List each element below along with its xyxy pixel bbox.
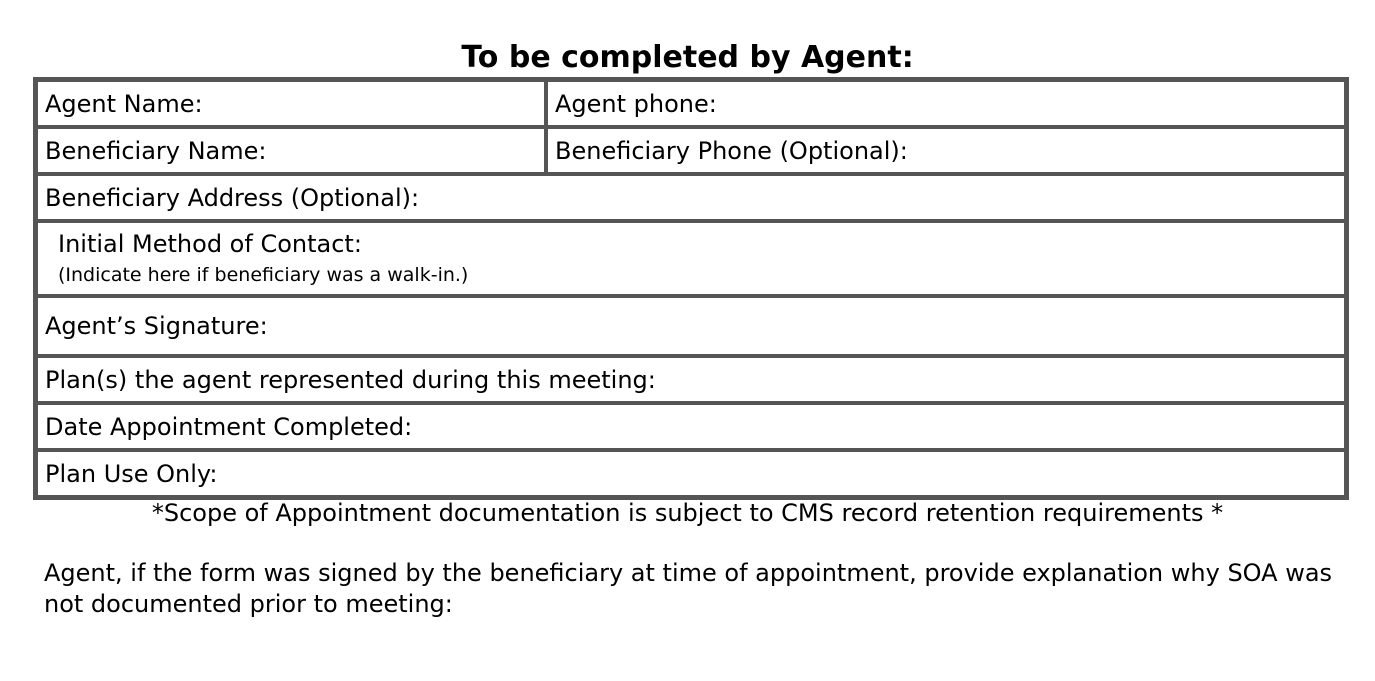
retention-footnote: *Scope of Appointment documentation is subject to CMS record retention requirements * xyxy=(151,499,1224,527)
date-completed-field[interactable]: Date Appointment Completed: xyxy=(36,403,1346,450)
form-row-plans xyxy=(36,356,1346,403)
agent-form-table xyxy=(33,77,1349,500)
form-row-signature xyxy=(36,296,1346,356)
plans-represented-field[interactable]: Plan(s) the agent represented during this meeting: xyxy=(36,356,1346,403)
initial-contact-label: Initial Method of Contact: xyxy=(58,230,362,258)
form-row-beneficiary xyxy=(36,127,1346,174)
agent-name-field[interactable]: Agent Name: xyxy=(36,80,546,127)
form-row-plan-use xyxy=(36,450,1346,497)
form-row-address xyxy=(36,174,1346,221)
initial-contact-note: (Indicate here if beneficiary was a walk-in.) xyxy=(58,264,469,286)
form-title: To be completed by Agent: xyxy=(461,40,914,75)
agent-phone-field[interactable]: Agent phone: xyxy=(546,80,1346,127)
form-row-contact xyxy=(36,221,1346,296)
beneficiary-phone-field[interactable]: Beneficiary Phone (Optional): xyxy=(546,127,1346,174)
plan-use-only-field[interactable]: Plan Use Only: xyxy=(36,450,1346,497)
beneficiary-name-field[interactable]: Beneficiary Name: xyxy=(36,127,546,174)
initial-contact-field[interactable] xyxy=(36,221,1346,296)
form-row-date xyxy=(36,403,1346,450)
form-row-agent xyxy=(36,80,1346,127)
beneficiary-address-field[interactable]: Beneficiary Address (Optional): xyxy=(36,174,1346,221)
agent-signature-field[interactable]: Agent’s Signature: xyxy=(36,296,1346,356)
soa-explanation-prompt: Agent, if the form was signed by the beneficiary at time of appointment, provide explanation why SOA was not documented prior to meeting: xyxy=(44,559,1333,618)
